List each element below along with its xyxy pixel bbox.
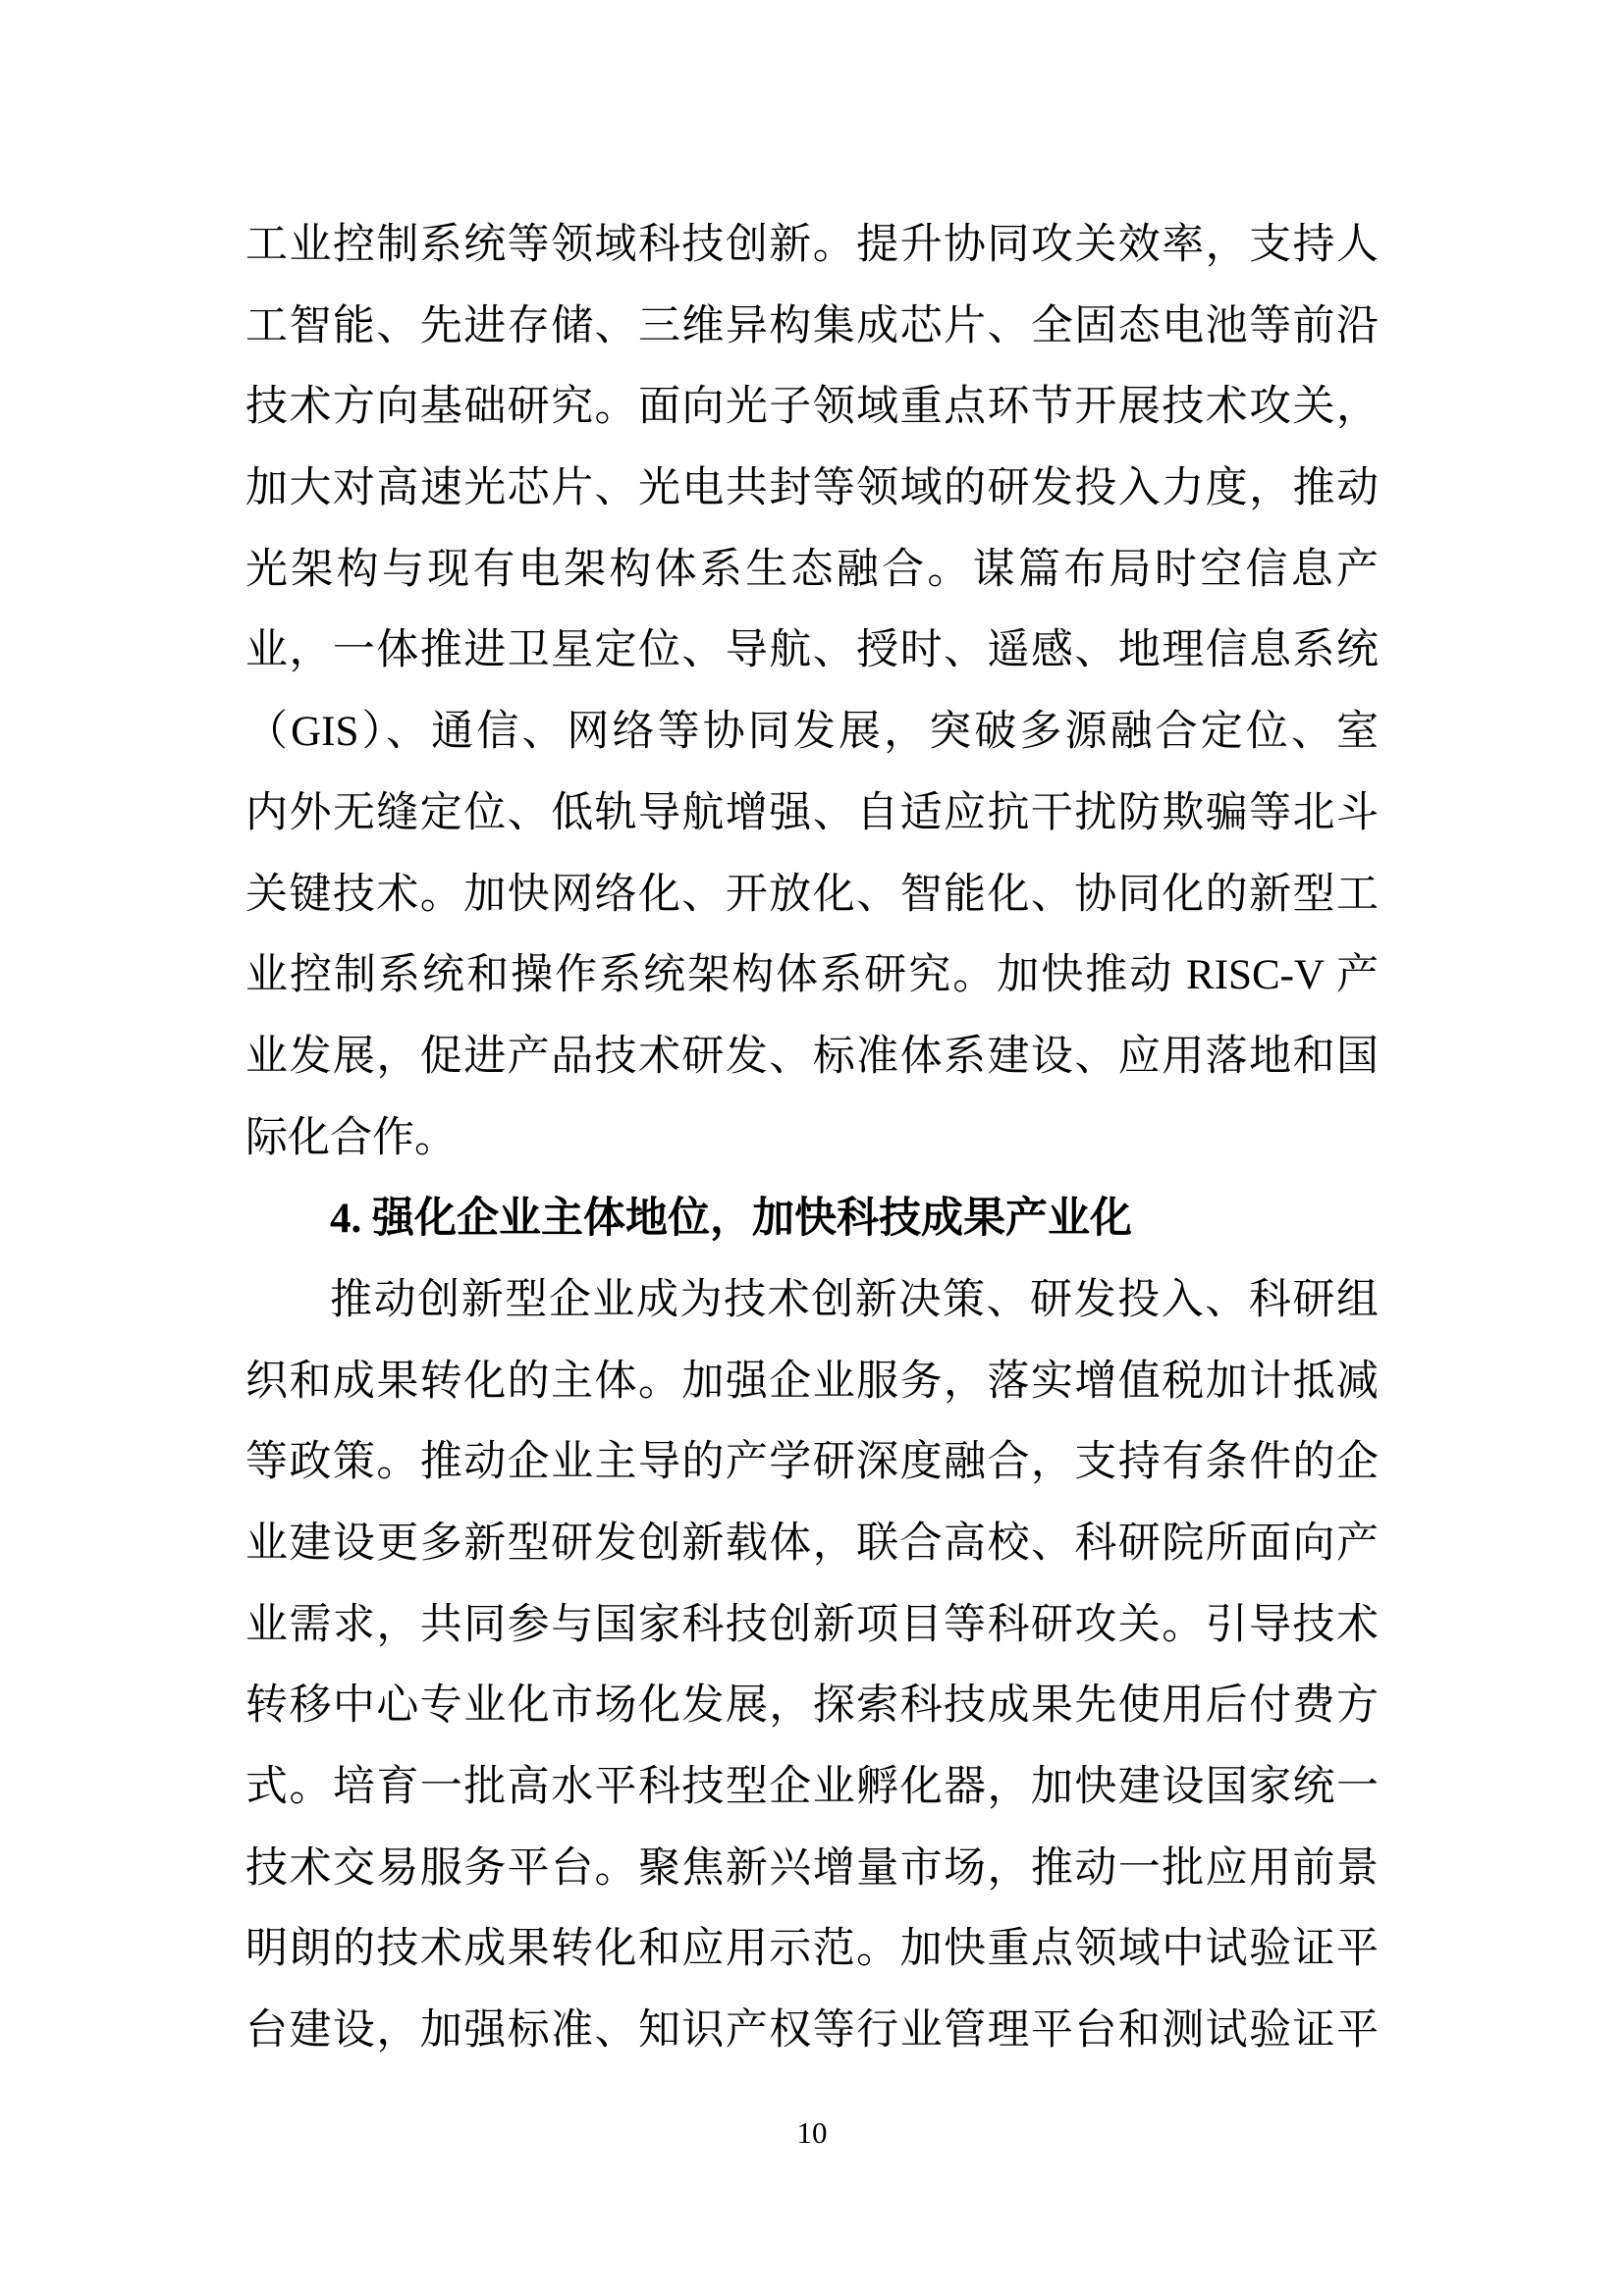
body-text-line: 业建设更多新型研发创新载体，联合高校、科研院所面向产	[245, 1521, 1379, 1567]
body-text-line: 光架构与现有电架构体系生态融合。谋篇布局时空信息产	[245, 546, 1379, 593]
body-text-line: 台建设，加强标准、知识产权等行业管理平台和测试验证平	[245, 2007, 1379, 2055]
body-text-line: 式。培育一批高水平科技型企业孵化器，加快建设国家统一	[245, 1764, 1379, 1811]
page-number: 10	[796, 2115, 828, 2150]
body-text-line: （GIS）、通信、网络等协同发展，突破多源融合定位、室	[245, 709, 1379, 756]
body-text-line: 际化合作。	[245, 1114, 457, 1161]
body-text-line: 工业控制系统等领域科技创新。提升协同攻关效率，支持人	[245, 222, 1379, 268]
body-text-line: 明朗的技术成果转化和应用示范。加快重点领域中试验证平	[245, 1926, 1379, 1973]
body-text-line: 技术交易服务平台。聚焦新兴增量市场，推动一批应用前景	[245, 1844, 1379, 1892]
body-text-line: 加大对高速光芯片、光电共封等领域的研发投入力度，推动	[245, 465, 1379, 512]
body-text-line: 技术方向基础研究。面向光子领域重点环节开展技术攻关，	[245, 384, 1379, 431]
body-text-line: 关键技术。加快网络化、开放化、智能化、协同化的新型工	[245, 871, 1379, 918]
body-text-line: 业需求，共同参与国家科技创新项目等科研攻关。引导技术	[245, 1601, 1379, 1648]
body-text-line: 等政策。推动企业主导的产学研深度融合，支持有条件的企	[245, 1439, 1379, 1486]
document-body-text	[245, 205, 1379, 2072]
body-text-line: 推动创新型企业成为技术创新决策、研发投入、科研组	[330, 1276, 1379, 1323]
section-heading: 4. 强化企业主体地位，加快科技成果产业化	[330, 1196, 1132, 1243]
body-text-line: 转移中心专业化市场化发展，探索科技成果先使用后付费方	[245, 1682, 1379, 1730]
body-text-line: 工智能、先进存储、三维异构集成芯片、全固态电池等前沿	[245, 302, 1379, 349]
body-text-line: 业，一体推进卫星定位、导航、授时、遥感、地理信息系统	[245, 627, 1379, 674]
body-text-line: 业控制系统和操作系统架构体系研究。加快推动 RISC-V 产	[245, 952, 1379, 999]
body-text-line: 内外无缝定位、低轨导航增强、自适应抗干扰防欺骗等北斗	[245, 789, 1379, 836]
body-text-line: 业发展，促进产品技术研发、标准体系建设、应用落地和国	[245, 1033, 1379, 1080]
body-text-line: 织和成果转化的主体。加强企业服务，落实增值税加计抵减	[245, 1358, 1379, 1405]
